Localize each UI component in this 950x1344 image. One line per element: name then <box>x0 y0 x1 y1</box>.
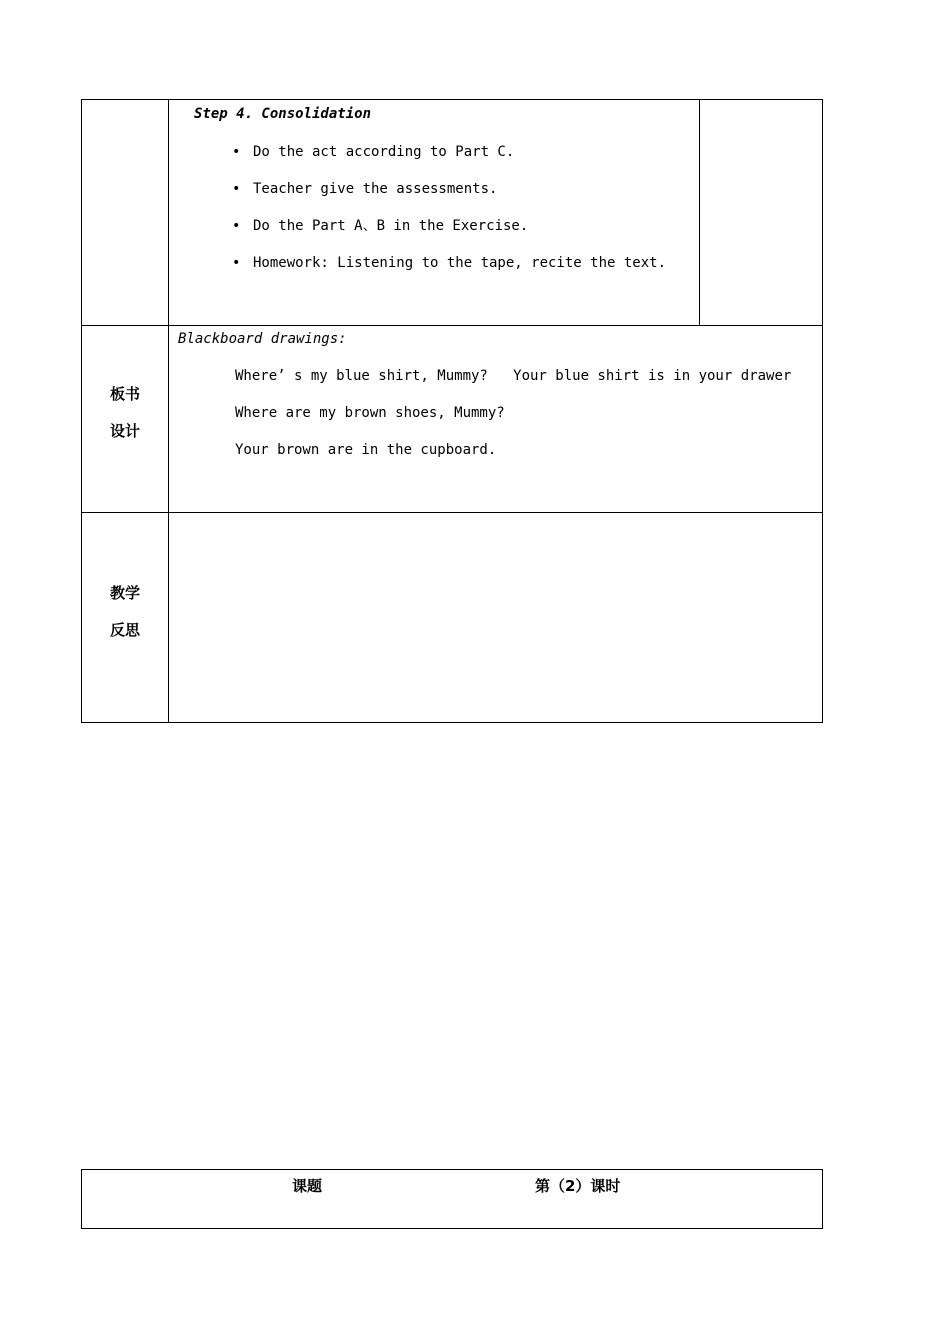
lesson-plan-table <box>81 99 823 723</box>
blackboard-label-line1: 板书 <box>109 385 140 403</box>
label-column-divider <box>168 100 169 722</box>
lesson-header-table <box>81 1169 823 1229</box>
step-item-text: Teacher give the assessments. <box>253 181 498 197</box>
topic-label: 课题 <box>292 1177 323 1195</box>
step-item-text: Do the Part A、B in the Exercise. <box>253 218 529 234</box>
row-divider-2 <box>82 512 822 513</box>
notes-column-divider <box>699 100 700 325</box>
bullet-icon: • <box>232 181 241 197</box>
step-item-text: Do the act according to Part C. <box>253 144 515 160</box>
reflection-label-line1: 教学 <box>109 584 140 602</box>
step-item-text: Homework: Listening to the tape, recite the text. <box>253 255 667 271</box>
bullet-icon: • <box>232 144 241 160</box>
row-divider-1 <box>82 325 822 326</box>
period-label: 第（2）课时 <box>535 1177 621 1195</box>
blackboard-line: Where’ s my blue shirt, Mummy? Your blue shirt is in your drawer <box>235 368 792 384</box>
bullet-icon: • <box>232 255 241 271</box>
blackboard-heading: Blackboard drawings: <box>178 331 347 347</box>
blackboard-label-line2: 设计 <box>109 422 140 440</box>
reflection-label-line2: 反思 <box>109 621 140 639</box>
bullet-icon: • <box>232 218 241 234</box>
step-heading: Step 4. Consolidation <box>194 106 372 122</box>
blackboard-line: Where are my brown shoes, Mummy? <box>235 405 505 421</box>
blackboard-line: Your brown are in the cupboard. <box>235 442 497 458</box>
